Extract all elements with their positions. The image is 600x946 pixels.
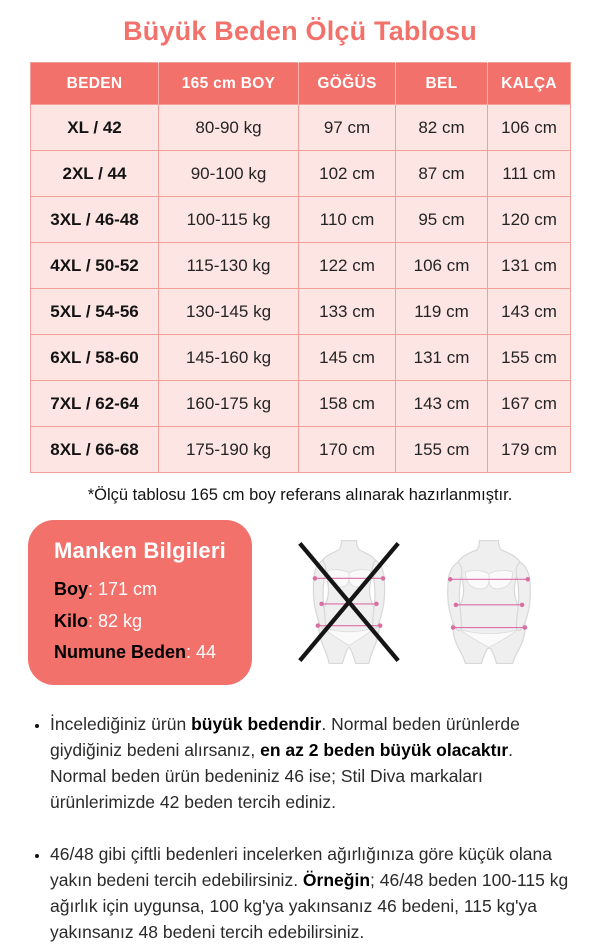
table-cell: 5XL / 54-56: [31, 289, 159, 335]
table-cell: 106 cm: [488, 105, 571, 151]
table-row: [31, 105, 571, 151]
table-cell: 145-160 kg: [159, 335, 299, 381]
model-info-title: Manken Bilgileri: [54, 538, 226, 563]
table-cell: 110 cm: [299, 197, 396, 243]
figure-slim-crossed: [297, 540, 401, 664]
header-boy: 165 cm BOY: [159, 63, 299, 105]
slim-body-figure-icon: [297, 540, 401, 664]
table-cell: 175-190 kg: [159, 427, 299, 473]
note-text-bold: en az 2 beden büyük olacaktır: [260, 739, 509, 760]
table-cell: 106 cm: [396, 243, 488, 289]
table-header-row: [31, 63, 571, 105]
table-cell: 97 cm: [299, 105, 396, 151]
table-cell: 90-100 kg: [159, 151, 299, 197]
size-table: [30, 62, 571, 473]
table-cell: 80-90 kg: [159, 105, 299, 151]
table-cell: 167 cm: [488, 381, 571, 427]
model-height-value: : 171 cm: [88, 579, 158, 599]
model-sample-size-label: Numune Beden: [54, 642, 187, 662]
table-cell: 119 cm: [396, 289, 488, 335]
table-row: [31, 427, 571, 473]
table-cell: 122 cm: [299, 243, 396, 289]
table-cell: 143 cm: [488, 289, 571, 335]
table-cell: 7XL / 62-64: [31, 381, 159, 427]
header-gogus: GÖĞÜS: [299, 63, 396, 105]
table-cell: 179 cm: [488, 427, 571, 473]
table-row: [31, 197, 571, 243]
header-kalca: KALÇA: [488, 63, 571, 105]
figure-plus-size: [437, 540, 541, 664]
plus-body-figure-icon: [437, 540, 541, 664]
table-row: [31, 151, 571, 197]
table-cell: 2XL / 44: [31, 151, 159, 197]
note-text: ; 46/48 beden 100-115 kg ağırlık için uygunsa, 100 kg'ya yakınsanız 46 bedeni, 115 kg'ya yakınsanız 48 bedeni tercih edebilirsiniz.: [50, 869, 569, 943]
table-row: [31, 381, 571, 427]
notes-list: [0, 711, 600, 946]
table-cell: 120 cm: [488, 197, 571, 243]
note-text: 46/48 gibi çiftli bedenleri incelerken ağırlığınıza göre küçük olana yakın bedeni tercih edebilirsiniz.: [50, 843, 552, 890]
table-cell: 102 cm: [299, 151, 396, 197]
note-text: . Normal beden ürünlerde giydiğiniz bedeni alırsanız,: [50, 713, 520, 760]
table-row: [31, 243, 571, 289]
table-footnote: *Ölçü tablosu 165 cm boy referans alınarak hazırlanmıştır.: [87, 486, 513, 504]
body-figures: [252, 540, 578, 664]
table-cell: 131 cm: [488, 243, 571, 289]
table-cell: 100-115 kg: [159, 197, 299, 243]
note-text: İncelediğiniz ürün: [50, 713, 192, 734]
table-cell: 8XL / 66-68: [31, 427, 159, 473]
model-height-label: Boy: [54, 579, 89, 599]
page-title: Büyük Beden Ölçü Tablosu: [123, 16, 477, 46]
plus-right-arm: [516, 563, 530, 631]
table-cell: 115-130 kg: [159, 243, 299, 289]
table-cell: XL / 42: [31, 105, 159, 151]
note-item: [50, 711, 574, 816]
note-text-bold: Örneğin: [302, 869, 371, 890]
header-bel: BEL: [396, 63, 488, 105]
table-cell: 170 cm: [299, 427, 396, 473]
model-sample-size-value: : 44: [186, 642, 217, 662]
table-cell: 130-145 kg: [159, 289, 299, 335]
note-text-bold: büyük bedendir: [191, 713, 322, 734]
table-cell: 95 cm: [396, 197, 488, 243]
model-weight: [54, 606, 236, 638]
table-cell: 133 cm: [299, 289, 396, 335]
note-text: . Normal beden ürün bedeniniz 46 ise; Stil Diva markaları ürünlerimizde 42 beden tercih ediniz.: [50, 739, 513, 813]
model-weight-value: : 82 kg: [88, 610, 143, 631]
note-item: [50, 841, 574, 946]
table-cell: 155 cm: [396, 427, 488, 473]
size-table-wrapper: [0, 62, 600, 473]
plus-left-arm: [448, 563, 462, 631]
model-height: [54, 574, 236, 606]
table-cell: 155 cm: [488, 335, 571, 381]
model-info-section: [0, 520, 600, 685]
header-beden: BEDEN: [31, 63, 159, 105]
table-cell: 4XL / 50-52: [31, 243, 159, 289]
model-info-card: [28, 520, 252, 685]
table-cell: 6XL / 58-60: [31, 335, 159, 381]
table-cell: 143 cm: [396, 381, 488, 427]
table-cell: 87 cm: [396, 151, 488, 197]
table-cell: 160-175 kg: [159, 381, 299, 427]
model-weight-label: Kilo: [54, 610, 88, 631]
table-cell: 145 cm: [299, 335, 396, 381]
table-cell: 111 cm: [488, 151, 571, 197]
table-cell: 131 cm: [396, 335, 488, 381]
model-sample-size: [54, 637, 236, 669]
table-row: [31, 335, 571, 381]
table-row: [31, 289, 571, 335]
table-cell: 3XL / 46-48: [31, 197, 159, 243]
table-cell: 158 cm: [299, 381, 396, 427]
table-cell: 82 cm: [396, 105, 488, 151]
